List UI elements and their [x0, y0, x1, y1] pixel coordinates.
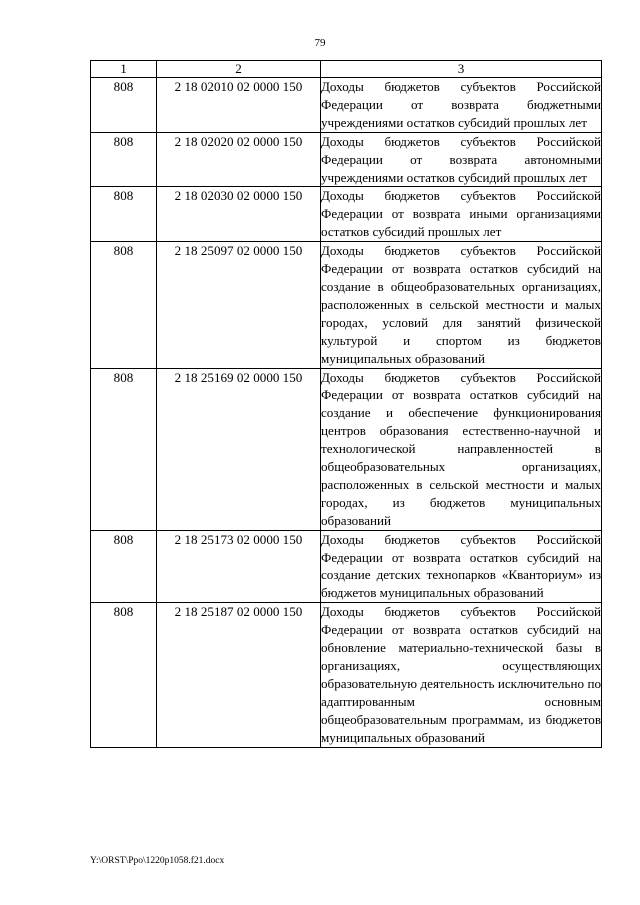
- admin-code-cell: 808: [91, 368, 157, 530]
- table-row: [91, 242, 602, 368]
- table-row: [91, 132, 602, 187]
- budget-code-cell: 2 18 02010 02 0000 150: [157, 78, 321, 133]
- admin-code-cell: 808: [91, 603, 157, 747]
- budget-code-cell: 2 18 02030 02 0000 150: [157, 187, 321, 242]
- page-number: 79: [314, 37, 326, 49]
- footer-file-path: Y:\ORST\Ppo\1220p1058.f21.docx: [90, 856, 225, 866]
- budget-code-cell: 2 18 25173 02 0000 150: [157, 530, 321, 603]
- description-cell: Доходы бюджетов субъектов Российской Федерации от возврата остатков субсидий на обновление материально-технической базы в организациях, осуществляющих образовательную деятельность исключительно по адаптированным основным общеобразовательным программам, из бюджетов муниципальных образований: [321, 603, 602, 747]
- column-header-2: 2: [157, 61, 321, 78]
- table-row: [91, 368, 602, 530]
- column-header-3: 3: [321, 61, 602, 78]
- budget-code-cell: 2 18 25097 02 0000 150: [157, 242, 321, 368]
- table-row: [91, 603, 602, 747]
- table-row: [91, 530, 602, 603]
- admin-code-cell: 808: [91, 132, 157, 187]
- description-cell: Доходы бюджетов субъектов Российской Федерации от возврата остатков субсидий на создание в общеобразовательных организациях, расположенных в сельской местности и малых городах, условий для занятий физической культурой и спортом из бюджетов муниципальных образований: [321, 242, 602, 368]
- description-cell: Доходы бюджетов субъектов Российской Федерации от возврата бюджетными учреждениями остатков субсидий прошлых лет: [321, 78, 602, 133]
- table-row: [91, 78, 602, 133]
- budget-revenue-table: [90, 60, 602, 748]
- table-row: [91, 187, 602, 242]
- admin-code-cell: 808: [91, 78, 157, 133]
- column-header-1: 1: [91, 61, 157, 78]
- admin-code-cell: 808: [91, 242, 157, 368]
- admin-code-cell: 808: [91, 530, 157, 603]
- budget-code-cell: 2 18 25169 02 0000 150: [157, 368, 321, 530]
- description-cell: Доходы бюджетов субъектов Российской Федерации от возврата остатков субсидий на создание и обеспечение функционирования центров образования естественно-научной и технологической направленностей в общеобразовательных организациях, расположенных в сельской местности и малых городах, из бюджетов муниципальных образований: [321, 368, 602, 530]
- budget-code-cell: 2 18 25187 02 0000 150: [157, 603, 321, 747]
- admin-code-cell: 808: [91, 187, 157, 242]
- budget-code-cell: 2 18 02020 02 0000 150: [157, 132, 321, 187]
- description-cell: Доходы бюджетов субъектов Российской Федерации от возврата иными организациями остатков субсидий прошлых лет: [321, 187, 602, 242]
- description-cell: Доходы бюджетов субъектов Российской Федерации от возврата остатков субсидий на создание детских технопарков «Кванториум» из бюджетов муниципальных образований: [321, 530, 602, 603]
- table-header-row: [91, 61, 602, 78]
- description-cell: Доходы бюджетов субъектов Российской Федерации от возврата автономными учреждениями остатков субсидий прошлых лет: [321, 132, 602, 187]
